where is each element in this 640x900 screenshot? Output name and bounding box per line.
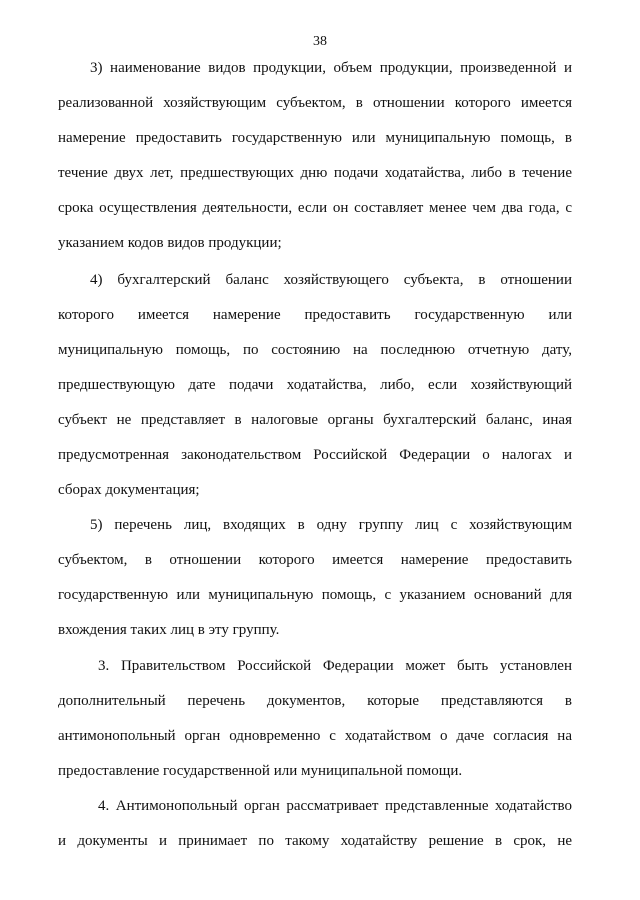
text-line: антимонопольный орган одновременно с ходатайством о даче согласия на — [58, 728, 572, 744]
text-line: и документы и принимает по такому ходатайству решение в срок, не — [58, 833, 572, 849]
text-line: муниципальную помощь, по состоянию на последнюю отчетную дату, — [58, 342, 572, 358]
text-line: субъектом, в отношении которого имеется намерение предоставить — [58, 552, 572, 568]
text-line: реализованной хозяйствующим субъектом, в отношении которого имеется — [58, 95, 572, 111]
text-line: течение двух лет, предшествующих дню подачи ходатайства, либо в течение — [58, 165, 572, 181]
text-line: государственную или муниципальную помощь, с указанием оснований для — [58, 587, 572, 603]
text-line: намерение предоставить государственную или муниципальную помощь, в — [58, 130, 572, 146]
page-number: 38 — [313, 34, 327, 49]
text-line: субъект не представляет в налоговые органы бухгалтерский баланс, иная — [58, 412, 572, 428]
text-line: 3) наименование видов продукции, объем продукции, произведенной и — [90, 60, 572, 76]
text-line: вхождения таких лиц в эту группу. — [58, 622, 280, 638]
text-line: 4. Антимонопольный орган рассматривает представленные ходатайство — [98, 798, 572, 814]
text-line: предоставление государственной или муниципальной помощи. — [58, 763, 463, 779]
text-line: указанием кодов видов продукции; — [58, 235, 282, 251]
text-line: срока осуществления деятельности, если он составляет менее чем два года, с — [58, 200, 572, 216]
text-line: сборах документация; — [58, 482, 200, 498]
text-line: предусмотренная законодательством Российской Федерации о налогах и — [58, 447, 572, 463]
text-line: которого имеется намерение предоставить государственную или — [58, 307, 572, 323]
text-line: 3. Правительством Российской Федерации может быть установлен — [98, 658, 572, 674]
text-line: дополнительный перечень документов, которые представляются в — [58, 693, 572, 709]
text-line: 4) бухгалтерский баланс хозяйствующего субъекта, в отношении — [90, 272, 572, 288]
text-line: 5) перечень лиц, входящих в одну группу лиц с хозяйствующим — [90, 517, 572, 533]
text-line: предшествующую дате подачи ходатайства, либо, если хозяйствующий — [58, 377, 572, 393]
